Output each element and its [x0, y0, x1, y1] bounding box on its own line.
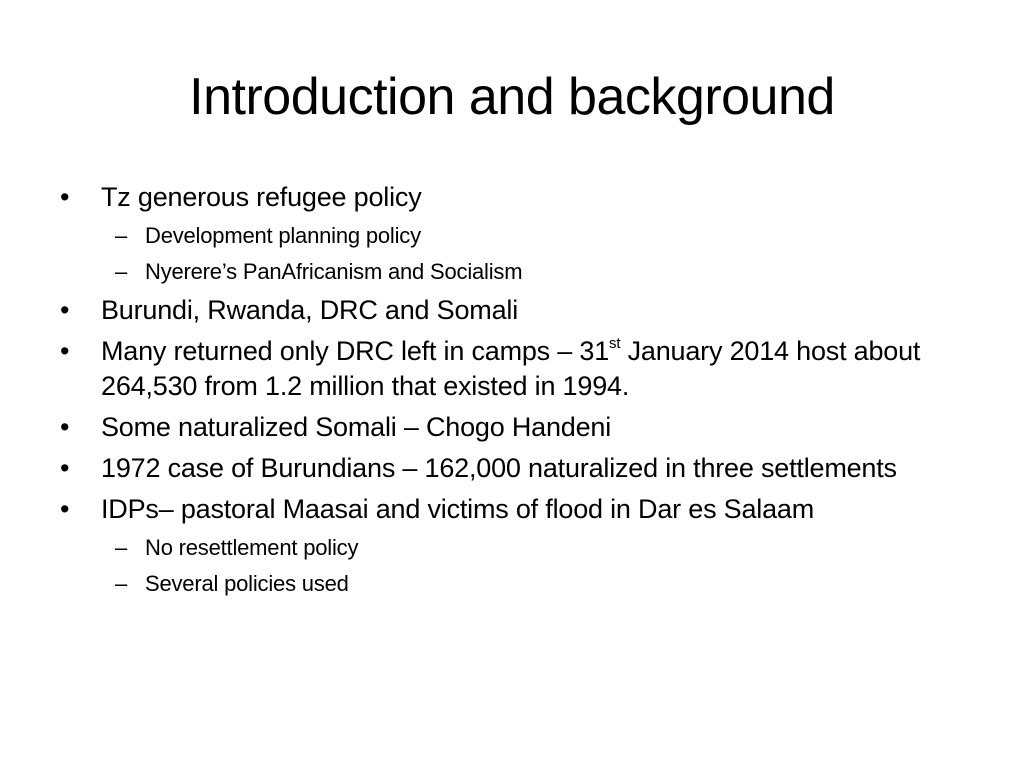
sub-bullet-item [60, 257, 980, 287]
sub-bullet-item [60, 569, 980, 599]
bullet-text: Burundi, Rwanda, DRC and Somali [101, 295, 519, 325]
bullet-text-end: January 2014 host about 264,530 from 1.2 million that existed in 1994. [101, 336, 921, 401]
sub-bullet-item [60, 221, 980, 251]
bullet-icon: • [60, 453, 70, 483]
bullet-list [60, 180, 980, 599]
dash-icon: – [115, 535, 128, 560]
sub-bullet-item [60, 533, 980, 563]
slide-title: Introduction and background [189, 68, 835, 126]
bullet-item [60, 334, 980, 404]
bullet-item [60, 180, 980, 215]
bullet-item [60, 492, 980, 527]
bullet-text: 1972 case of Burundians – 162,000 naturalized in three settlements [101, 453, 897, 483]
bullet-text: Tz generous refugee policy [101, 182, 422, 212]
bullet-icon: • [60, 494, 70, 524]
sub-bullet-text: Nyerere’s PanAfricanism and Socialism [145, 259, 523, 284]
sub-bullet-text: No resettlement policy [145, 535, 359, 560]
ordinal-superscript: st [609, 335, 621, 352]
sub-bullet-text: Development planning policy [145, 223, 421, 248]
bullet-icon: • [60, 336, 70, 366]
bullet-text: IDPs– pastoral Maasai and victims of flood in Dar es Salaam [101, 494, 815, 524]
bullet-item [60, 451, 980, 486]
bullet-item [60, 293, 980, 328]
bullet-icon: • [60, 295, 70, 325]
bullet-text-start: Many returned only DRC left in camps – 31 [101, 336, 610, 366]
dash-icon: – [115, 223, 128, 248]
bullet-text [101, 336, 920, 401]
bullet-icon: • [60, 412, 70, 442]
bullet-item [60, 410, 980, 445]
dash-icon: – [115, 571, 128, 596]
bullet-text: Some naturalized Somali – Chogo Handeni [101, 412, 612, 442]
dash-icon: – [115, 259, 128, 284]
sub-bullet-text: Several policies used [145, 571, 349, 596]
bullet-icon: • [60, 182, 70, 212]
